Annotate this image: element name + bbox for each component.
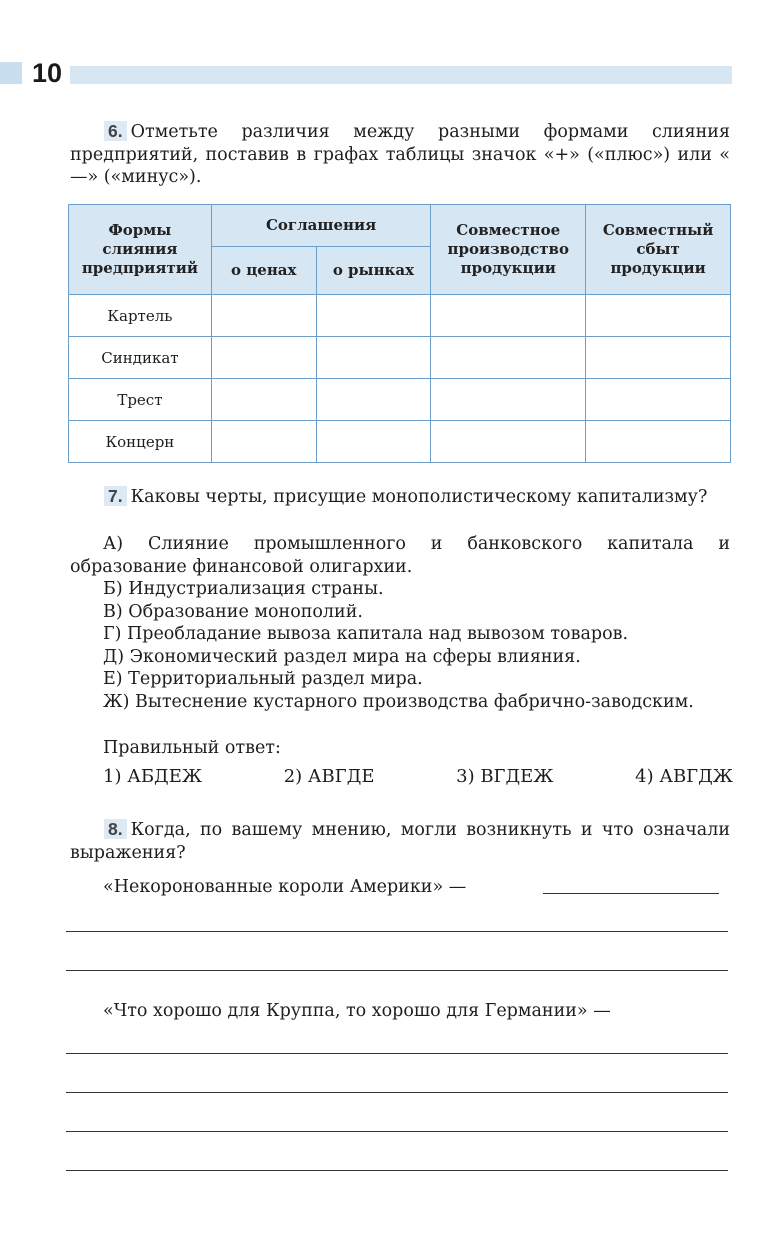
option-d: Д) Экономический раздел мира на сферы влияния. bbox=[103, 646, 581, 667]
choice-3[interactable]: 3) ВГДЕЖ bbox=[456, 766, 554, 787]
answer-label: Правильный ответ: bbox=[103, 738, 281, 758]
row-label: Трест bbox=[69, 379, 212, 421]
answer-cell[interactable] bbox=[431, 421, 586, 463]
choice-4[interactable]: 4) АВГДЖ bbox=[635, 766, 733, 787]
answer-cell[interactable] bbox=[586, 379, 731, 421]
option-e: Е) Территориальный раздел мира. bbox=[103, 669, 423, 689]
choice-2[interactable]: 2) АВГДЕ bbox=[283, 766, 375, 787]
table-row bbox=[69, 421, 731, 463]
header-prices: о ценах bbox=[211, 247, 316, 295]
choice-1[interactable]: 1) АБДЕЖ bbox=[103, 766, 203, 787]
answer-cell[interactable] bbox=[431, 337, 586, 379]
header-forms: Формы слияния предприятий bbox=[69, 205, 212, 295]
task-8 bbox=[70, 818, 730, 864]
option-b: Б) Индустриализация страны. bbox=[103, 579, 384, 599]
table-row bbox=[69, 379, 731, 421]
task-7 bbox=[70, 485, 730, 509]
task-6-number: 6. bbox=[104, 121, 127, 141]
answer-cell[interactable] bbox=[316, 337, 431, 379]
answer-cell[interactable] bbox=[211, 337, 316, 379]
task-7-text: Каковы черты, присущие монополистическому капитализму? bbox=[130, 487, 708, 507]
task-8-text: Когда, по вашему мнению, могли возникнуть и что означали выражения? bbox=[70, 820, 730, 863]
answer-cell[interactable] bbox=[316, 421, 431, 463]
task-6 bbox=[70, 120, 730, 189]
table-row bbox=[69, 337, 731, 379]
task-7-options bbox=[70, 533, 730, 713]
answer-cell[interactable] bbox=[586, 337, 731, 379]
header-markets: о рынках bbox=[316, 247, 431, 295]
answer-choices bbox=[103, 766, 733, 787]
row-label: Картель bbox=[69, 295, 212, 337]
answer-line[interactable] bbox=[66, 970, 728, 971]
answer-cell[interactable] bbox=[586, 295, 731, 337]
answer-line[interactable] bbox=[66, 1092, 728, 1093]
answer-line[interactable] bbox=[66, 931, 728, 932]
answer-cell[interactable] bbox=[316, 295, 431, 337]
row-label: Концерн bbox=[69, 421, 212, 463]
header-joint-sales: Совместный сбыт продукции bbox=[586, 205, 731, 295]
task-6-text: Отметьте различия между разными формами слияния предприятий, поставив в графах таблицы значок «+» («плюс») или « —» («минус»). bbox=[70, 122, 730, 187]
answer-line-inline[interactable] bbox=[543, 893, 719, 894]
answer-cell[interactable] bbox=[431, 379, 586, 421]
option-zh: Ж) Вытеснение кустарного производства фабрично-заводским. bbox=[103, 691, 694, 712]
phrase-1: «Некоронованные короли Америки» — bbox=[103, 877, 467, 897]
header-bar bbox=[70, 66, 732, 84]
answer-cell[interactable] bbox=[586, 421, 731, 463]
task-7-number: 7. bbox=[104, 486, 127, 506]
option-g: Г) Преобладание вывоза капитала над вывозом товаров. bbox=[103, 624, 629, 644]
page-number: 10 bbox=[32, 58, 63, 88]
header-joint-production: Совместное производство продукции bbox=[431, 205, 586, 295]
answer-cell[interactable] bbox=[211, 379, 316, 421]
header-agreements: Соглашения bbox=[211, 205, 430, 247]
phrase-2: «Что хорошо для Круппа, то хорошо для Германии» — bbox=[103, 1001, 611, 1021]
row-label: Синдикат bbox=[69, 337, 212, 379]
task-8-number: 8. bbox=[104, 819, 127, 839]
answer-line[interactable] bbox=[66, 1131, 728, 1132]
answer-line[interactable] bbox=[66, 1170, 728, 1171]
answer-cell[interactable] bbox=[431, 295, 586, 337]
answer-cell[interactable] bbox=[211, 295, 316, 337]
answer-cell[interactable] bbox=[211, 421, 316, 463]
table-row bbox=[69, 295, 731, 337]
option-v: В) Образование монополий. bbox=[103, 601, 363, 622]
page-edge-tab bbox=[0, 62, 22, 84]
option-a: А) Слияние промышленного и банковского капитала и образование финансовой олигархии. bbox=[70, 534, 730, 577]
answer-line[interactable] bbox=[66, 1053, 728, 1054]
merger-forms-table bbox=[68, 204, 731, 463]
answer-cell[interactable] bbox=[316, 379, 431, 421]
